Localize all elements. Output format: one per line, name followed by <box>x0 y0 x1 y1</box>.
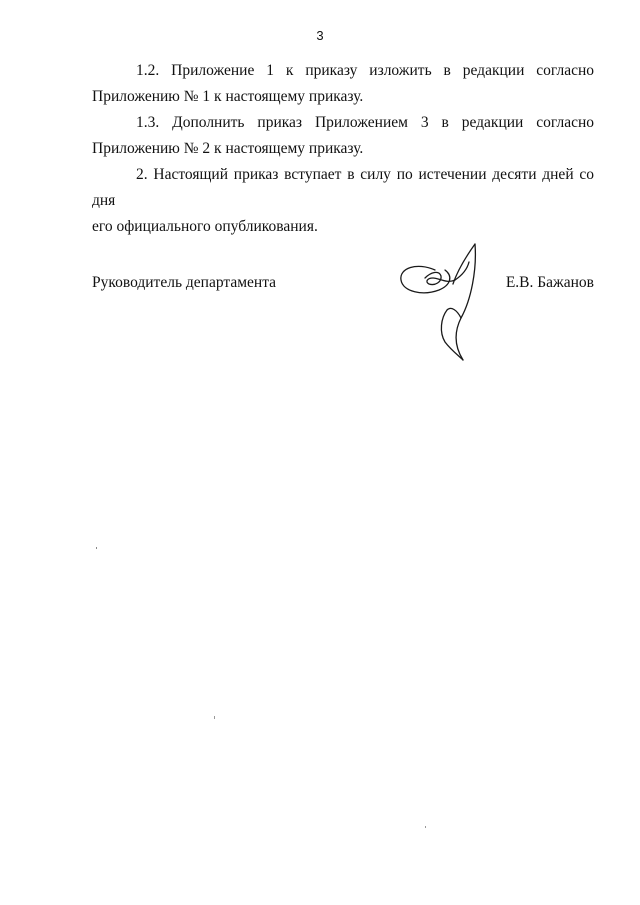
scan-speck <box>425 826 426 828</box>
signer-position: Руководитель департамента <box>92 274 277 291</box>
paragraph-continuation: Приложению № 1 к настоящему приказу. <box>92 88 364 105</box>
paragraph-1-2 <box>92 58 594 110</box>
handwritten-signature <box>395 240 500 365</box>
paragraph-first-line: 1.3. Дополнить приказ Приложением 3 в редакции согласно <box>136 114 594 131</box>
paragraph-first-line: 2. Настоящий приказ вступает в силу по истечении десяти дней со дня <box>92 166 594 209</box>
signer-name: Е.В. Бажанов <box>505 274 594 291</box>
signature-block <box>92 270 594 300</box>
page-number: 3 <box>316 28 324 43</box>
paragraph-continuation: его официального опубликования. <box>92 218 318 235</box>
paragraph-continuation: Приложению № 2 к настоящему приказу. <box>92 140 364 157</box>
scan-speck <box>96 547 97 549</box>
paragraph-first-line: 1.2. Приложение 1 к приказу изложить в редакции согласно <box>136 62 594 79</box>
paragraph-1-3 <box>92 110 594 162</box>
paragraph-2 <box>92 162 594 240</box>
document-body <box>92 58 594 240</box>
scan-speck <box>214 716 215 719</box>
